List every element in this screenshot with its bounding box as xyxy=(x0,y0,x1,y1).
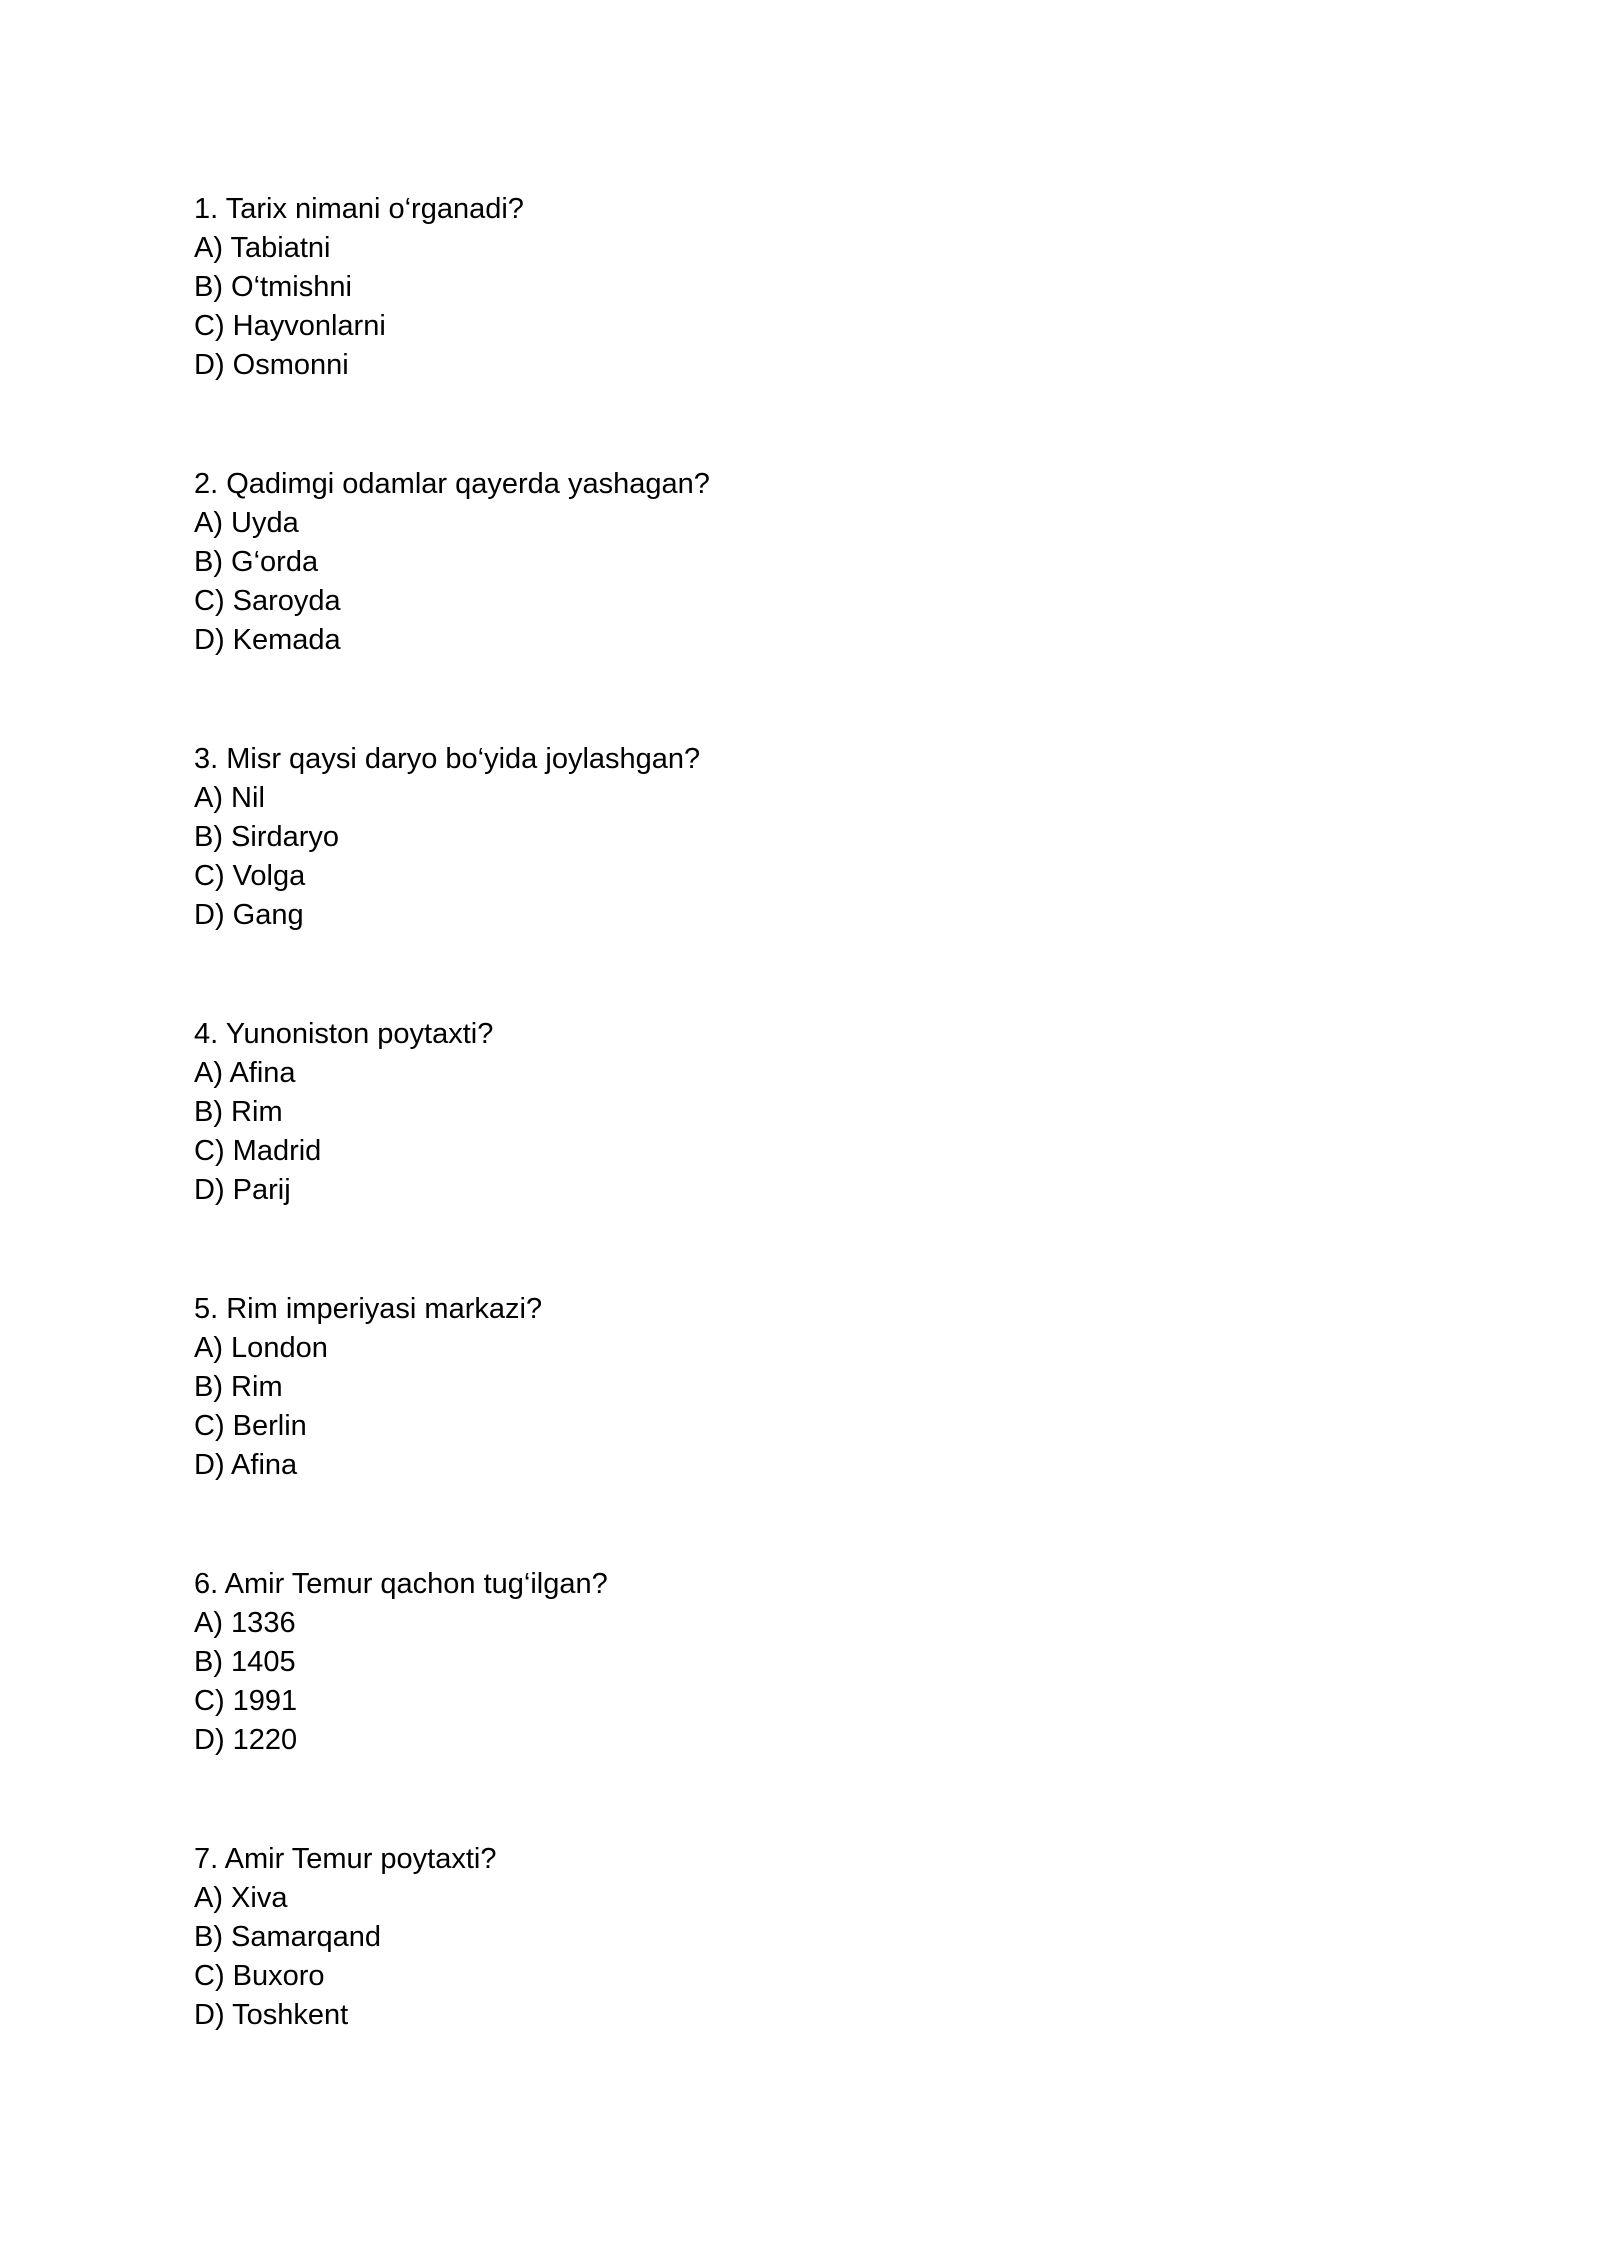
answer-option: B) 1405 xyxy=(194,1646,296,1678)
answer-option: D) Toshkent xyxy=(194,1999,349,2031)
answer-option: B) O‘tmishni xyxy=(194,271,352,303)
answer-option: C) Hayvonlarni xyxy=(194,310,386,342)
question-text: 7. Amir Temur poytaxti? xyxy=(194,1843,497,1875)
question-block xyxy=(194,1015,1394,1290)
answer-option: A) Xiva xyxy=(194,1882,288,1914)
answer-option: D) Kemada xyxy=(194,624,341,656)
answer-option: C) Volga xyxy=(194,860,306,892)
question-block xyxy=(194,1565,1394,1840)
answer-option: A) Tabiatni xyxy=(194,232,331,264)
answer-option: D) 1220 xyxy=(194,1724,298,1756)
quiz-document xyxy=(194,190,1394,2115)
question-text: 1. Tarix nimani o‘rganadi? xyxy=(194,193,524,225)
question-block xyxy=(194,740,1394,1015)
question-block xyxy=(194,190,1394,465)
answer-option: B) Samarqand xyxy=(194,1921,381,1953)
answer-option: A) 1336 xyxy=(194,1607,296,1639)
question-block xyxy=(194,1840,1394,2115)
answer-option: A) London xyxy=(194,1332,328,1364)
answer-option: C) 1991 xyxy=(194,1685,298,1717)
answer-option: B) Rim xyxy=(194,1096,283,1128)
answer-option: C) Saroyda xyxy=(194,585,341,617)
answer-option: D) Afina xyxy=(194,1449,298,1481)
answer-option: A) Nil xyxy=(194,782,265,814)
answer-option: B) Sirdaryo xyxy=(194,821,340,853)
question-block xyxy=(194,1290,1394,1565)
answer-option: D) Osmonni xyxy=(194,349,349,381)
question-text: 6. Amir Temur qachon tug‘ilgan? xyxy=(194,1568,608,1600)
answer-option: D) Parij xyxy=(194,1174,291,1206)
answer-option: C) Madrid xyxy=(194,1135,322,1167)
question-block xyxy=(194,465,1394,740)
answer-option: C) Berlin xyxy=(194,1410,307,1442)
answer-option: A) Uyda xyxy=(194,507,299,539)
answer-option: D) Gang xyxy=(194,899,304,931)
answer-option: B) G‘orda xyxy=(194,546,319,578)
answer-option: B) Rim xyxy=(194,1371,283,1403)
question-text: 2. Qadimgi odamlar qayerda yashagan? xyxy=(194,468,710,500)
question-text: 5. Rim imperiyasi markazi? xyxy=(194,1293,543,1325)
answer-option: A) Afina xyxy=(194,1057,296,1089)
answer-option: C) Buxoro xyxy=(194,1960,325,1992)
question-text: 3. Misr qaysi daryo bo‘yida joylashgan? xyxy=(194,743,701,775)
question-text: 4. Yunoniston poytaxti? xyxy=(194,1018,494,1050)
